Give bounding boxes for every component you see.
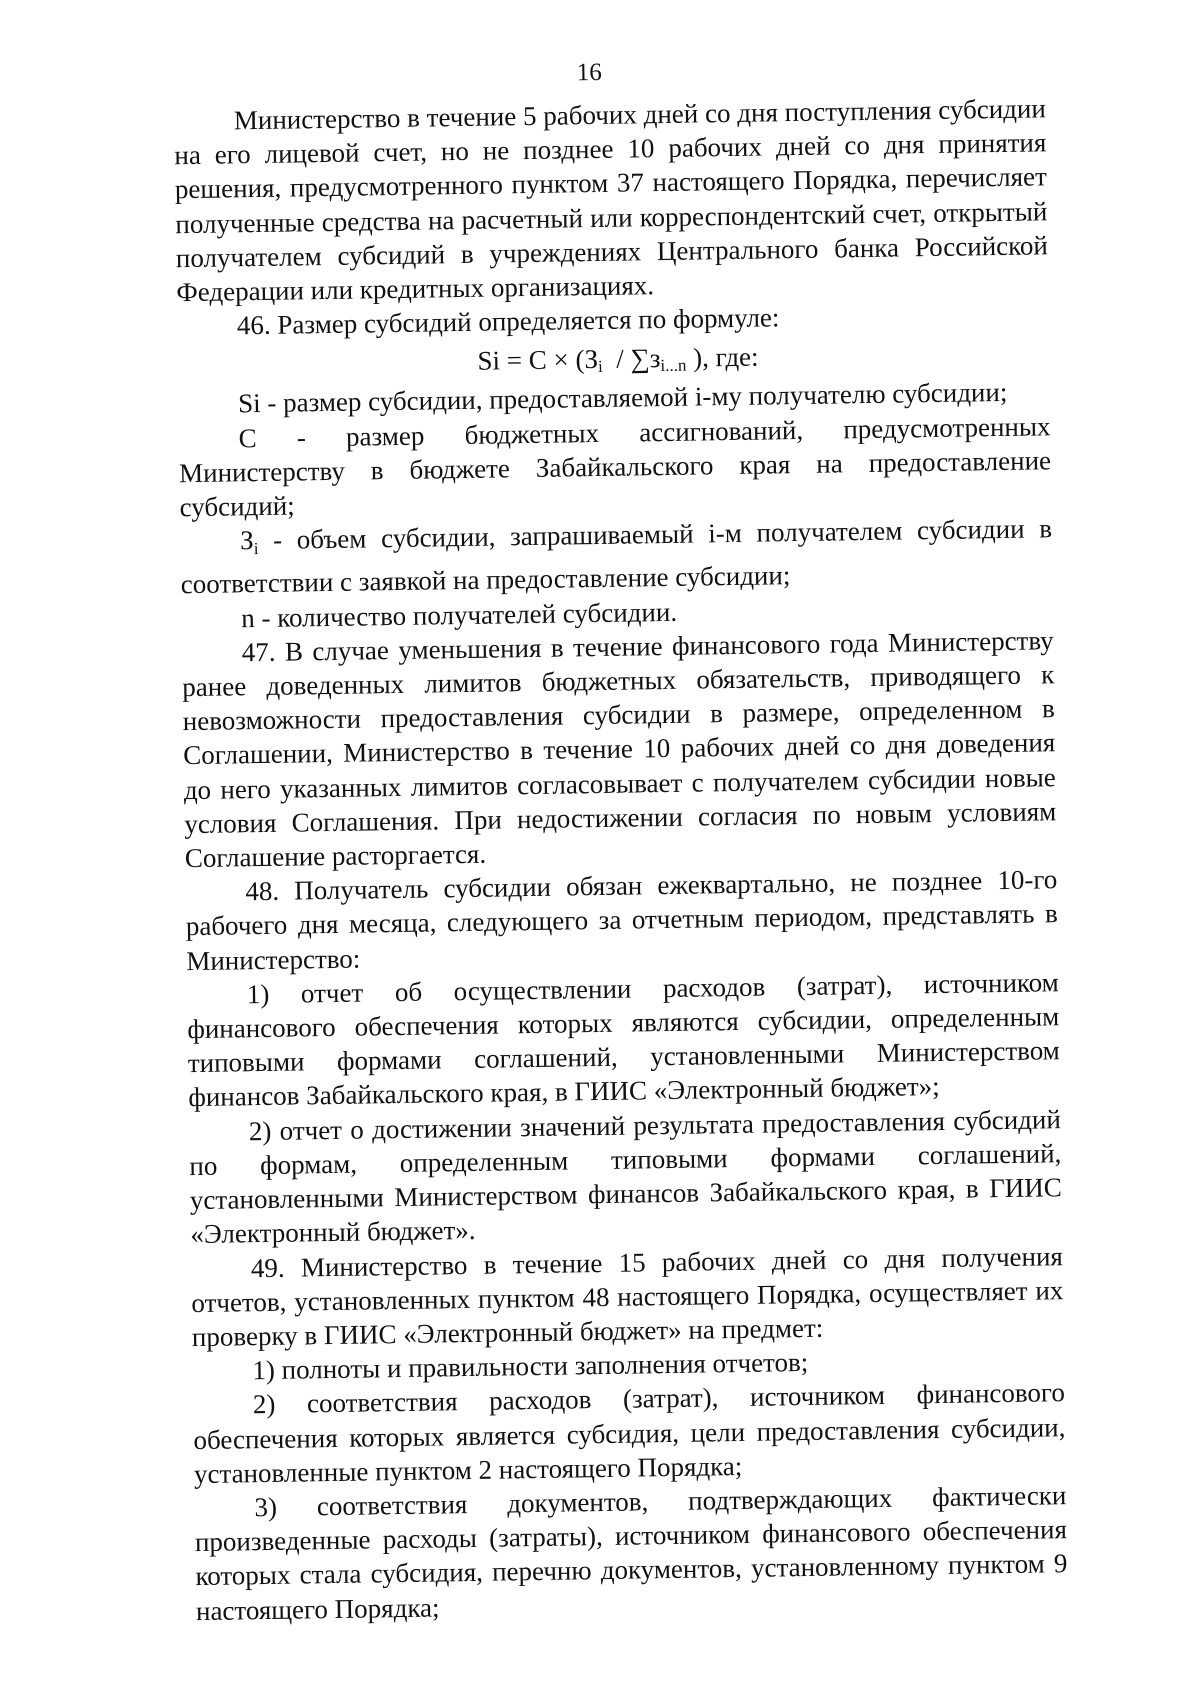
document-body <box>174 91 1069 1628</box>
formula-sub-range: i...n <box>660 356 687 376</box>
formula-rhs: ), где: <box>686 342 759 374</box>
paragraph-48-item-1: 1) отчет об осуществлении расходов (затрат), источником финансового обеспечения которых являются субсидии, определенным типовыми формами соглашений, установленными Министерством финансов Забайкальского края, в ГИИС «Электронный бюджет»; <box>187 967 1060 1113</box>
paragraph-47: 47. В случае уменьшения в течение финансового года Министерству ранее доведенных лимитов бюджетных обязательств, приводящего к невозможности предоставления субсидии в размере, определенном в Соглашении, Министерство в течение 10 рабочих дней со дня доведения до него указанных лимитов согласовывает с получателем субсидии новые условия Соглашения. При недостижении согласия по новым условиям Соглашение расторгается. <box>182 625 1057 874</box>
definition-c: С - размер бюджетных ассигнований, предусмотренных Министерству в бюджете Забайкальского края на предоставление субсидий; <box>178 410 1052 523</box>
paragraph-48: 48. Получатель субсидии обязан ежеквартально, не позднее 10-го рабочего дня месяца, следующего за отчетным периодом, представлять в Министерство: <box>185 864 1058 976</box>
paragraph-49-item-1: 1) полноты и правильности заполнения отчетов; <box>252 1347 809 1386</box>
definition-si: Si - размер субсидии, предоставляемой i-му получателю субсидии; <box>237 377 1008 419</box>
definition-zi-sub: i <box>253 539 259 559</box>
page-number: 16 <box>576 58 602 87</box>
definition-zi-symbol: З <box>239 525 254 556</box>
paragraph-49: 49. Министерство в течение 15 рабочих дней со дня получения отчетов, установленных пунктом 48 настоящего Порядка, осуществляет их проверку в ГИИС «Электронный бюджет» на предмет: <box>191 1240 1064 1353</box>
paragraph-48-item-2: 2) отчет о достижении значений результата предоставления субсидий по формам, определенным типовыми формами соглашений, установленными Министерством финансов Забайкальского края, в ГИИС «Электронный бюджет». <box>189 1103 1063 1250</box>
definition-n: n - количество получателей субсидии. <box>241 596 678 633</box>
paragraph-49-item-2: 2) соответствия расходов (затрат), источником финансового обеспечения которых является субсидия, цели предоставления субсидии, установленные пунктом 2 настоящего Порядка; <box>193 1377 1066 1489</box>
formula-mid: / ∑з <box>602 343 661 375</box>
definition-zi <box>180 512 1053 602</box>
paragraph-45-continuation: Министерство в течение 5 рабочих дней со дня поступления субсидии на его лицевой счет, но не позднее 10 рабочих дней со дня принятия решения, предусмотренного пунктом 37 настоящего Порядка, перечисляет полученные средства на расчетный или корреспондентский счет, открытый получателем субсидий в учреждениях Центрального банка Российской Федерации или кредитных организациях. <box>174 93 1049 308</box>
formula-lhs: Si = C × (З <box>477 344 599 377</box>
paragraph-49-item-3: 3) соответствия документов, подтверждающих фактически произведенные расходы (затраты), источником финансового обеспечения которых стала субсидия, перечню документов, установленному пунктом 9 настоящего Порядка; <box>194 1480 1068 1626</box>
paragraph-46: 46. Размер субсидий определяется по формуле: <box>236 302 780 341</box>
definition-zi-text: - объем субсидии, запрашиваемый i-м получателем субсидии в соответствии с заявкой на предоставление субсидии; <box>180 513 1053 600</box>
formula-sub-i: i <box>597 357 603 377</box>
